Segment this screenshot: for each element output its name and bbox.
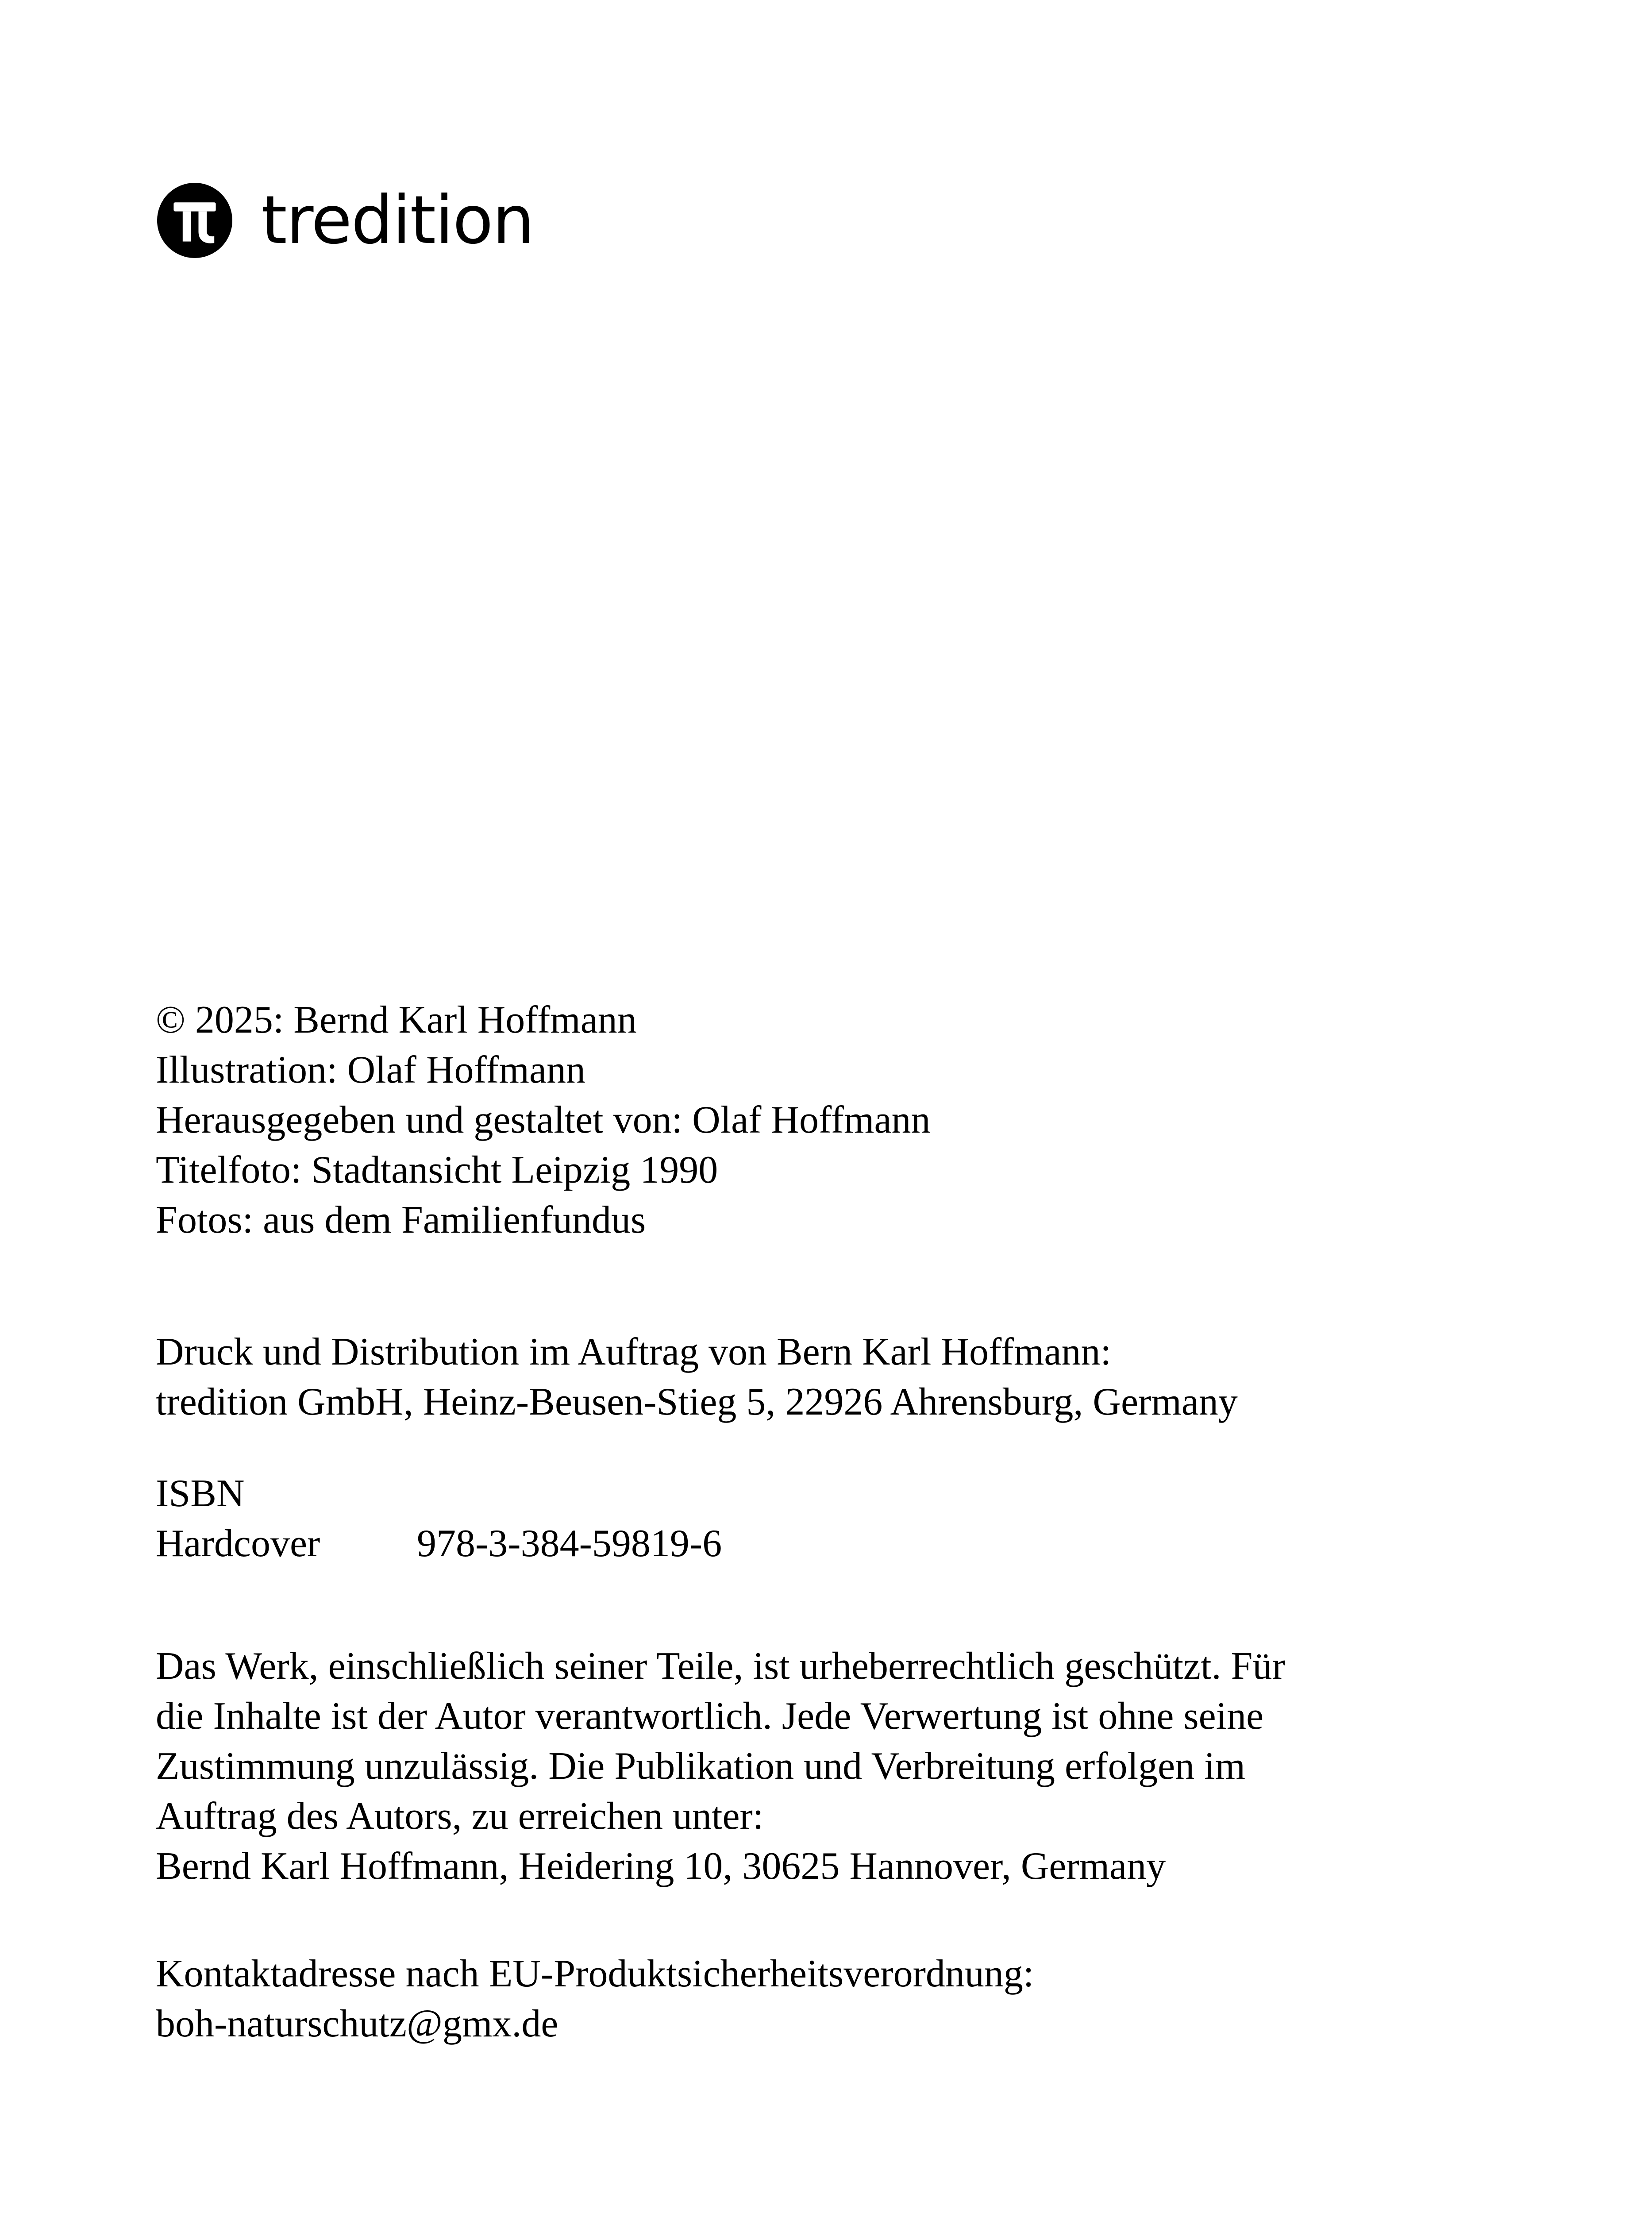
isbn-row (156, 1519, 1528, 1569)
publisher-logo (157, 181, 534, 259)
isbn-block (156, 1469, 1528, 1569)
contact-block (156, 1949, 1528, 2049)
isbn-number: 978-3-384-59819-6 (417, 1522, 722, 1565)
contact-heading: Kontaktadresse nach EU-Produktsicherheitsverordnung: (156, 1952, 1034, 1995)
editor-credit: Herausgegeben und gestaltet von: Olaf Hoffmann (156, 1099, 931, 1141)
print-distribution-block (156, 1327, 1528, 1427)
rights-line: Das Werk, einschließlich seiner Teile, ist urheberrechtlich geschützt. Für (156, 1645, 1285, 1688)
rights-line: Auftrag des Autors, zu erreichen unter: (156, 1795, 764, 1838)
rights-line: die Inhalte ist der Autor verantwortlich. Jede Verwertung ist ohne seine (156, 1695, 1264, 1738)
tredition-t-icon (157, 183, 232, 258)
publisher-name: tredition (261, 181, 534, 259)
isbn-heading: ISBN (156, 1472, 245, 1515)
copyright-line: © 2025: Bernd Karl Hoffmann (156, 999, 637, 1041)
photos-credit: Fotos: aus dem Familienfundus (156, 1199, 646, 1241)
rights-line: Zustimmung unzulässig. Die Publikation und Verbreitung erfolgen im (156, 1745, 1246, 1788)
rights-block (156, 1641, 1528, 1891)
isbn-format: Hardcover (156, 1522, 320, 1565)
illustration-credit: Illustration: Olaf Hoffmann (156, 1049, 586, 1091)
contact-email: boh-naturschutz@gmx.de (156, 2002, 558, 2045)
credits-block (156, 995, 1528, 1245)
print-line: Druck und Distribution im Auftrag von Bern Karl Hoffmann: (156, 1330, 1111, 1373)
author-address: Bernd Karl Hoffmann, Heidering 10, 30625 Hannover, Germany (156, 1845, 1166, 1888)
cover-photo-credit: Titelfoto: Stadtansicht Leipzig 1990 (156, 1149, 718, 1191)
publisher-address: tredition GmbH, Heinz-Beusen-Stieg 5, 22926 Ahrensburg, Germany (156, 1380, 1238, 1423)
